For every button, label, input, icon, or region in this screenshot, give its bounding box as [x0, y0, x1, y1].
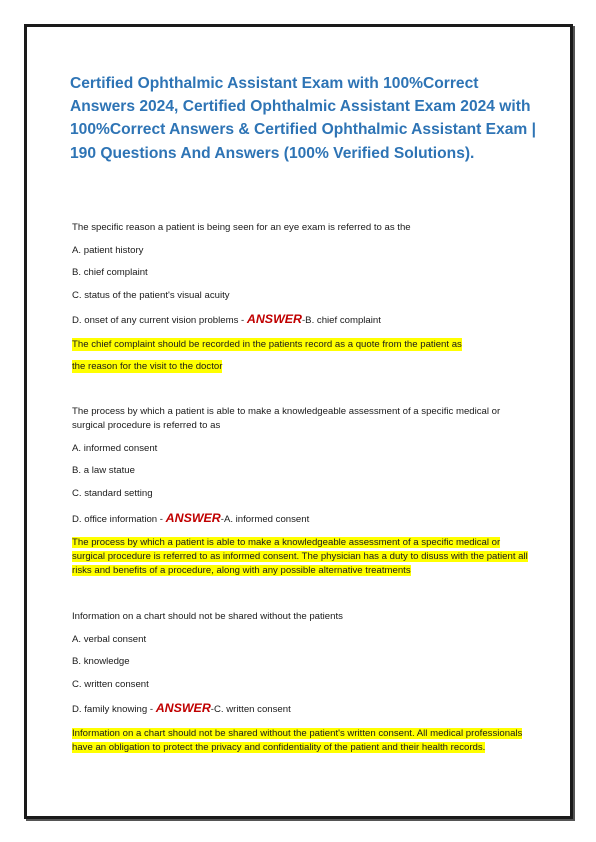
question-1-option-d: D. onset of any current vision problems - — [72, 315, 247, 326]
question-1-explanation-line-1 — [72, 338, 534, 352]
question-3-answer-line — [72, 701, 532, 717]
question-1-option-c: C. status of the patient's visual acuity — [72, 290, 230, 301]
question-3-explanation — [72, 727, 534, 755]
question-1-text: The specific reason a patient is being seen for an eye exam is referred to as the — [72, 222, 411, 233]
question-2-option-b: B. a law statue — [72, 465, 135, 476]
question-3-option-d: D. family knowing - — [72, 704, 156, 715]
question-2-option-c: C. standard setting — [72, 488, 153, 499]
question-2-answer-line — [72, 511, 532, 527]
explanation-highlight: The chief complaint should be recorded in the patients record as a quote from the patient as — [72, 339, 462, 350]
question-2-explanation — [72, 536, 534, 578]
answer-keyword: ANSWER — [246, 312, 302, 326]
question-2-text: The process by which a patient is able to make a knowledgeable assessment of a specific medical or surgical procedure is referred to as — [72, 406, 501, 431]
question-1-answer-line — [72, 312, 532, 328]
question-3-answer: -C. written consent — [210, 704, 291, 715]
question-2-option-a: A. informed consent — [72, 443, 158, 454]
question-2-answer: -A. informed consent — [220, 514, 310, 525]
question-1-option-b: B. chief complaint — [72, 267, 148, 278]
question-2-option-d: D. office information - — [72, 514, 166, 525]
explanation-highlight: the reason for the visit to the doctor — [72, 361, 223, 372]
question-1-explanation-line-2 — [72, 360, 534, 374]
question-1-answer: -B. chief complaint — [301, 315, 381, 326]
question-1-option-a: A. patient history — [72, 245, 144, 256]
question-3-option-c: C. written consent — [72, 679, 149, 690]
question-3-text: Information on a chart should not be shared without the patients — [72, 611, 343, 622]
explanation-highlight: The process by which a patient is able to make a knowledgeable assessment of a specific medical or surgical procedure is referred to as informed consent. The physician has a duty to disuss with the patient all risks and benefits of a procedure, along with any possible alternative treatments — [72, 537, 528, 576]
answer-keyword: ANSWER — [165, 511, 221, 525]
explanation-highlight: Information on a chart should not be shared without the patient's written consent. All medical professionals have an obligation to protect the privacy and confidentiality of the patient and their health records. — [72, 728, 523, 753]
answer-keyword: ANSWER — [155, 701, 211, 715]
question-3-option-a: A. verbal consent — [72, 634, 147, 645]
question-3-option-b: B. knowledge — [72, 656, 130, 667]
document-title: Certified Ophthalmic Assistant Exam with 100%Correct Answers 2024, Certified Ophthalmic Assistant Exam 2024 with 100%Correct Answers & Certified Ophthalmic Assistant Exam | 190 Questions And Answers (100% Verified Solutions). — [70, 75, 536, 162]
